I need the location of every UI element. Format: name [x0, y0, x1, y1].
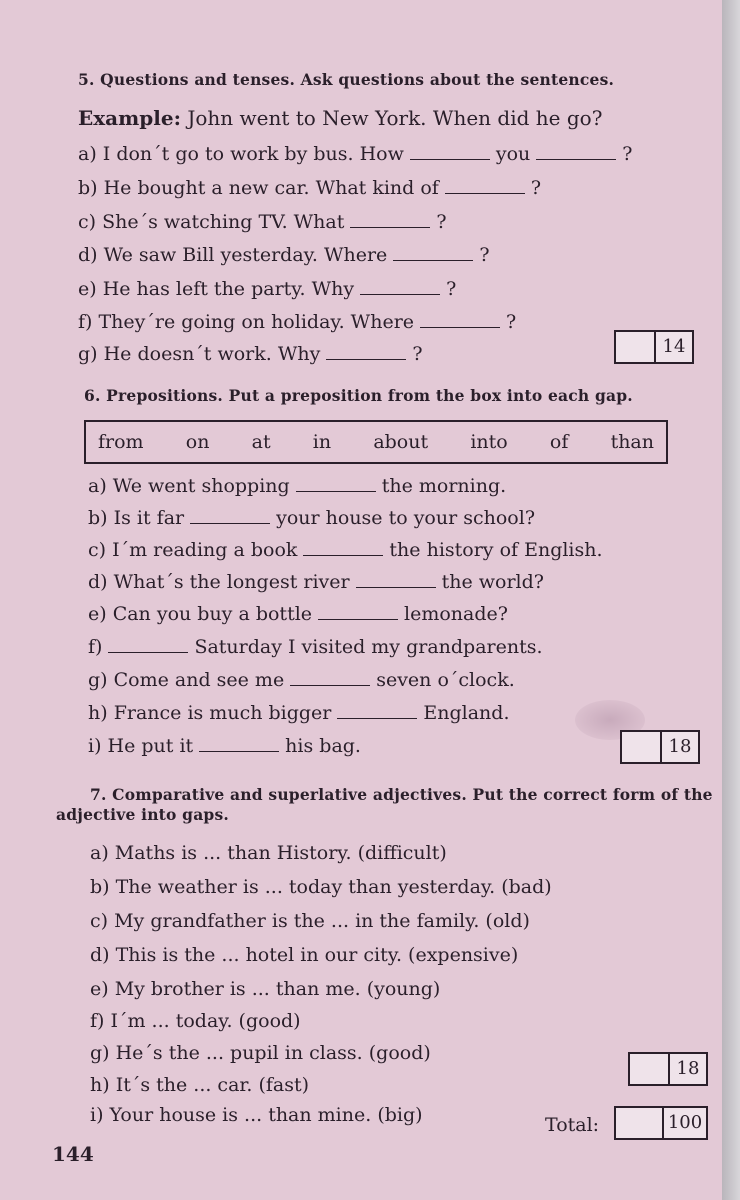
ex6-item-d — [88, 571, 544, 593]
ex6-item-c — [88, 539, 603, 561]
ex7-item-a: a) Maths is ... than History. (difficult) — [90, 842, 447, 864]
item-text: g) Come and see me — [88, 669, 285, 691]
exercise5-example — [78, 106, 602, 130]
item-text: d) What´s the longest river — [88, 571, 350, 593]
question-mark: ? — [412, 343, 423, 365]
answer-gap[interactable] — [290, 671, 370, 686]
example-text: John went to New York. When did he go? — [187, 106, 603, 130]
box-word: than — [610, 431, 654, 453]
item-text: a) We went shopping — [88, 475, 290, 497]
ex7-item-b: b) The weather is ... today than yesterday. (bad) — [90, 876, 552, 898]
ex5-score-box[interactable] — [614, 330, 694, 364]
exercise5-heading: 5. Questions and tenses. Ask questions about the sentences. — [78, 70, 615, 89]
exercise6-heading: 6. Prepositions. Put a preposition from the box into each gap. — [84, 386, 633, 405]
ex5-item-c — [78, 211, 447, 233]
item-text: g) He doesn´t work. Why — [78, 343, 321, 365]
ex7-item-c: c) My grandfather is the ... in the family. (old) — [90, 910, 530, 932]
answer-gap[interactable] — [356, 573, 436, 588]
item-text: e) Can you buy a bottle — [88, 603, 313, 625]
page-edge — [722, 0, 740, 1200]
box-word: in — [312, 431, 332, 453]
answer-gap[interactable] — [420, 313, 500, 328]
ex7-score-box[interactable] — [628, 1052, 708, 1086]
ex6-item-i — [88, 735, 361, 757]
ex6-item-b — [88, 507, 535, 529]
item-text: c) She´s watching TV. What — [78, 211, 345, 233]
answer-gap[interactable] — [536, 145, 616, 160]
box-word: at — [251, 431, 271, 453]
max-score: 14 — [662, 336, 686, 357]
item-text: the morning. — [381, 475, 507, 497]
score-input-cell[interactable] — [622, 732, 662, 762]
item-text: d) We saw Bill yesterday. Where — [78, 244, 388, 266]
exercise7-heading-line1: 7. Comparative and superlative adjectives. Put the correct form of the — [90, 785, 713, 804]
box-word: from — [98, 431, 144, 453]
answer-gap[interactable] — [199, 737, 279, 752]
answer-gap[interactable] — [296, 477, 376, 492]
item-text: i) He put it — [88, 735, 194, 757]
item-text: b) He bought a new car. What kind of — [78, 177, 439, 199]
box-word: of — [549, 431, 569, 453]
ex6-item-e — [88, 603, 508, 625]
answer-gap[interactable] — [410, 145, 490, 160]
item-text: Saturday I visited my grandparents. — [194, 636, 543, 658]
item-text: lemonade? — [404, 603, 508, 625]
ex7-item-e: e) My brother is ... than me. (young) — [90, 978, 441, 1000]
ex6-item-f — [88, 636, 543, 658]
total-label: Total: — [545, 1114, 600, 1136]
page-number: 144 — [52, 1142, 94, 1166]
answer-gap[interactable] — [108, 638, 188, 653]
answer-gap[interactable] — [303, 541, 383, 556]
question-mark: ? — [622, 143, 633, 165]
item-text: h) France is much bigger — [88, 702, 332, 724]
item-text: f) They´re going on holiday. Where — [78, 311, 415, 333]
box-word: into — [470, 431, 508, 453]
ex7-item-g: g) He´s the ... pupil in class. (good) — [90, 1042, 431, 1064]
ex5-item-d — [78, 244, 490, 266]
item-text: the history of English. — [389, 539, 603, 561]
answer-gap[interactable] — [360, 280, 440, 295]
question-mark: ? — [436, 211, 447, 233]
ex6-item-h — [88, 702, 510, 724]
item-text: you — [495, 143, 531, 165]
max-score: 18 — [676, 1058, 700, 1079]
ex5-item-g — [78, 343, 423, 365]
question-mark: ? — [446, 278, 457, 300]
question-mark: ? — [506, 311, 517, 333]
item-text: his bag. — [285, 735, 361, 757]
box-word: about — [373, 431, 429, 453]
answer-gap[interactable] — [445, 179, 525, 194]
ex7-item-f: f) I´m ... today. (good) — [90, 1010, 301, 1032]
item-text: seven o´clock. — [376, 669, 515, 691]
answer-gap[interactable] — [350, 213, 430, 228]
item-text: England. — [423, 702, 510, 724]
ex5-item-b — [78, 177, 541, 199]
ex5-item-e — [78, 278, 456, 300]
max-score: 18 — [668, 736, 692, 757]
ex7-item-i: i) Your house is ... than mine. (big) — [90, 1104, 423, 1126]
item-text: e) He has left the party. Why — [78, 278, 355, 300]
answer-gap[interactable] — [190, 509, 270, 524]
item-text: your house to your school? — [276, 507, 536, 529]
question-mark: ? — [479, 244, 490, 266]
item-text: a) I don´t go to work by bus. How — [78, 143, 404, 165]
answer-gap[interactable] — [326, 345, 406, 360]
ex6-score-box[interactable] — [620, 730, 700, 764]
answer-gap[interactable] — [393, 246, 473, 261]
ex7-item-h: h) It´s the ... car. (fast) — [90, 1074, 310, 1096]
score-input-cell[interactable] — [630, 1054, 670, 1084]
example-label: Example: — [78, 106, 181, 130]
exercise7-heading-line2: adjective into gaps. — [56, 805, 229, 824]
answer-gap[interactable] — [318, 605, 398, 620]
preposition-box — [84, 420, 668, 464]
item-text: b) Is it far — [88, 507, 185, 529]
item-text: c) I´m reading a book — [88, 539, 298, 561]
answer-gap[interactable] — [337, 704, 417, 719]
ex5-item-f — [78, 311, 516, 333]
box-word: on — [185, 431, 210, 453]
total-max-score: 100 — [667, 1112, 703, 1133]
question-mark: ? — [530, 177, 542, 199]
ex5-item-a — [78, 143, 632, 165]
item-text: the world? — [441, 571, 544, 593]
score-input-cell[interactable] — [616, 332, 656, 362]
total-input-cell[interactable] — [616, 1108, 664, 1138]
total-score-box[interactable] — [614, 1106, 708, 1140]
ex7-item-d: d) This is the ... hotel in our city. (expensive) — [90, 944, 519, 966]
ex6-item-g — [88, 669, 515, 691]
item-text: f) — [88, 636, 103, 658]
ex6-item-a — [88, 475, 506, 497]
